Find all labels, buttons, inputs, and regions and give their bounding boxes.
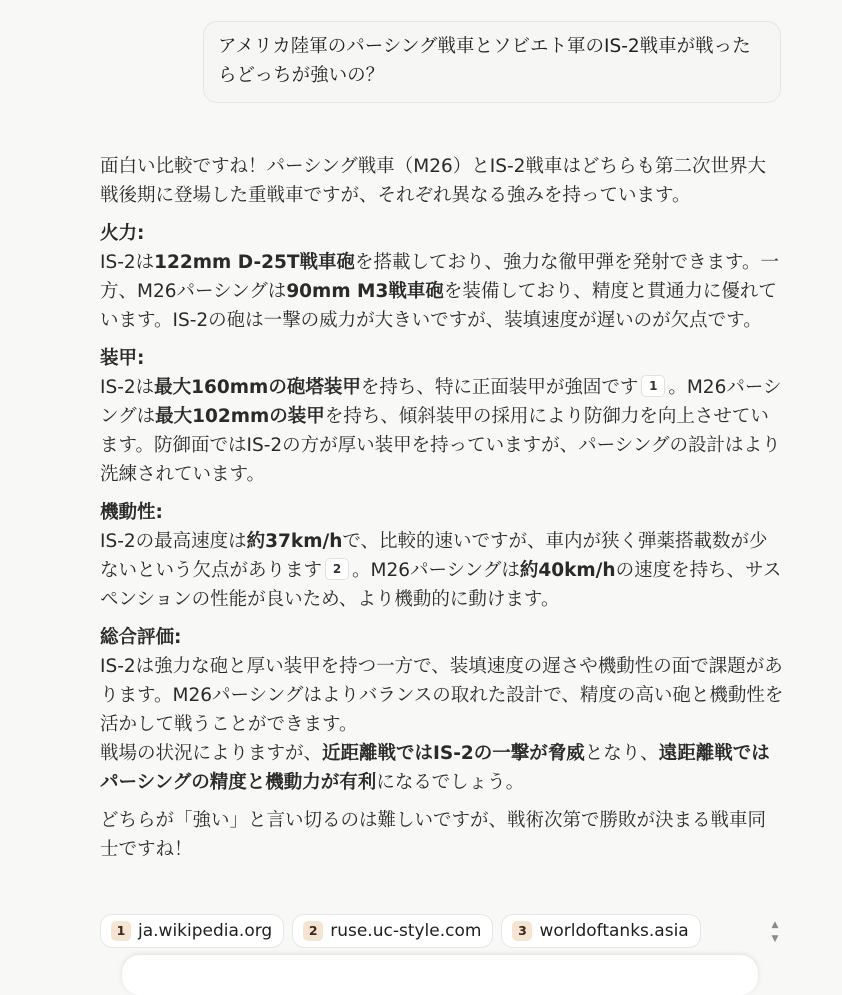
firepower-section bbox=[100, 219, 784, 335]
armor-heading: 装甲: bbox=[100, 348, 145, 369]
source-chip-2[interactable] bbox=[292, 914, 493, 948]
user-message-bubble bbox=[203, 21, 781, 103]
overall-text-2: 戦場の状況によりますが、近距離戦ではIS-2の一撃が脅威となり、遠距離戦ではパーシングの精度と機動力が有利になるでしょう。 bbox=[100, 743, 770, 793]
answer-closing: どちらが「強い」と言い切るのは難しいですが、戦術次第で勝敗が決まる戦車同士ですね！ bbox=[100, 810, 767, 860]
mobility-text: IS-2の最高速度は約37km/hで、比較的速いですが、車内が狭く弾薬搭載数が少ないという欠点があります 2 。M26パーシングは約40km/hの速度を持ち、サスペンションの性能が良いため、より機動的に動けます。 bbox=[100, 531, 782, 610]
source-number: 1 bbox=[111, 921, 131, 941]
source-label: ruse.uc-style.com bbox=[330, 921, 482, 941]
overall-text-1: IS-2は強力な砲と厚い装甲を持つ一方で、装填速度の遅さや機動性の面で課題があります。M26パーシングはよりバランスの取れた設計で、精度の高い砲と機動性を活かして戦うことができます。 bbox=[100, 656, 784, 735]
answer-intro: 面白い比較ですね！パーシング戦車（M26）とIS-2戦車はどちらも第二次世界大戦後期に登場した重戦車ですが、それぞれ異なる強みを持っています。 bbox=[100, 156, 766, 206]
armor-text: IS-2は最大160mmの砲塔装甲を持ち、特に正面装甲が強固です 1 。M26パーシングは最大102mmの装甲を持ち、傾斜装甲の採用により防御力を向上させています。防御面ではIS-2の方が厚い装甲を持っていますが、パーシングの設計はより洗練されています。 bbox=[100, 377, 782, 485]
source-chip-1[interactable] bbox=[100, 914, 284, 948]
assistant-answer bbox=[100, 152, 784, 864]
source-number: 3 bbox=[512, 921, 532, 941]
source-chip-3[interactable] bbox=[501, 914, 700, 948]
firepower-text: IS-2は122mm D-25T戦車砲を搭載しており、強力な徹甲弾を発射できます。一方、M26パーシングは90mm M3戦車砲を装備しており、精度と貫通力に優れています。IS-2の砲は一撃の威力が大きいですが、装填速度が遅いのが欠点です。 bbox=[100, 252, 780, 331]
source-label: ja.wikipedia.org bbox=[138, 921, 273, 941]
scroll-up-icon[interactable]: ▲ bbox=[771, 920, 779, 930]
citation-1-chip[interactable]: 1 bbox=[641, 375, 665, 397]
firepower-heading: 火力: bbox=[100, 223, 145, 244]
scroll-down-icon[interactable]: ▼ bbox=[771, 934, 779, 944]
source-label: worldoftanks.asia bbox=[539, 921, 689, 941]
source-number: 2 bbox=[303, 921, 323, 941]
overall-section bbox=[100, 623, 784, 797]
sources-scroll-control[interactable] bbox=[769, 918, 781, 950]
armor-section bbox=[100, 344, 784, 489]
citation-2-chip[interactable]: 2 bbox=[325, 558, 349, 580]
mobility-heading: 機動性: bbox=[100, 502, 163, 523]
message-composer[interactable] bbox=[122, 955, 758, 995]
mobility-section bbox=[100, 498, 784, 614]
user-message-text: アメリカ陸軍のパーシング戦車とソビエト軍のIS-2戦車が戦ったらどっちが強いの？ bbox=[218, 36, 751, 86]
overall-heading: 総合評価: bbox=[100, 627, 182, 648]
source-chips bbox=[100, 914, 701, 950]
